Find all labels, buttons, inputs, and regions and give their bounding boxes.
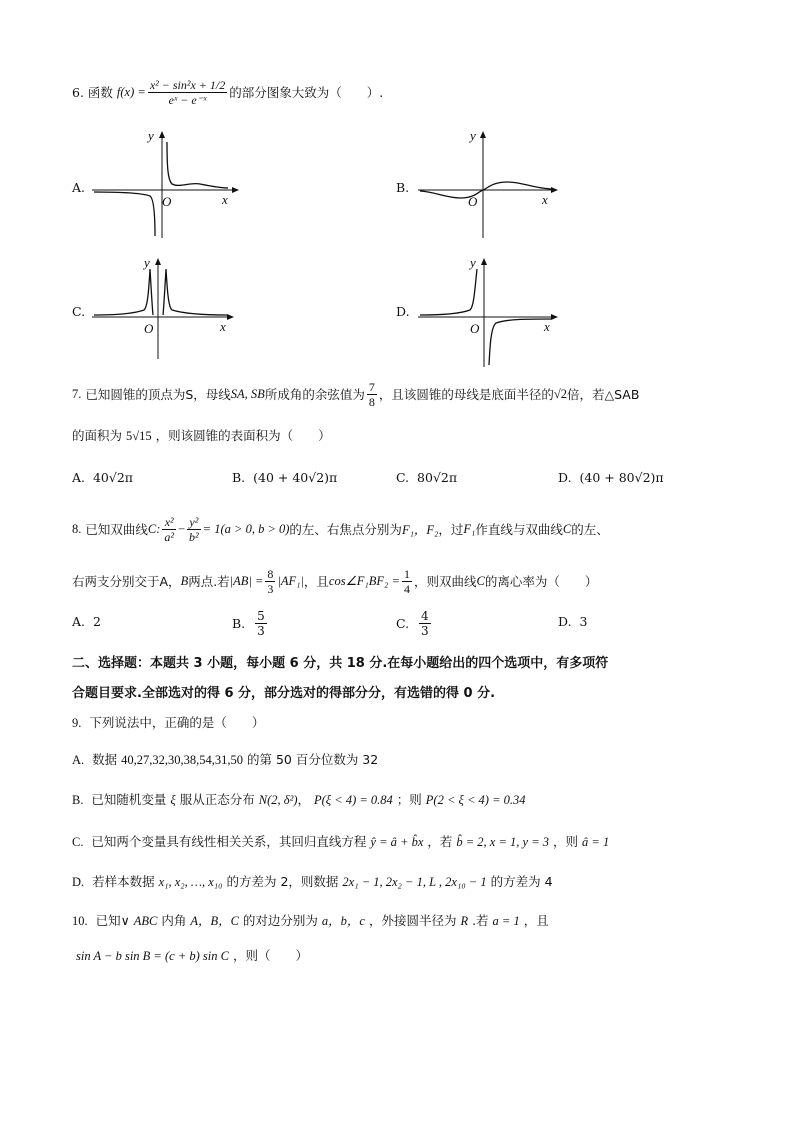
q9-option-d-label: D.: [72, 875, 85, 889]
graph-b-origin-label: O: [468, 194, 478, 209]
q8-line2-b: 两点.若: [188, 574, 230, 589]
q8-line2-c: ，且: [303, 574, 329, 589]
q7-line2-b: ，则该圆锥的表面积为（ ）: [155, 428, 331, 443]
q9-option-b-p1: P(ξ < 4) = 0.84: [313, 793, 393, 807]
graph-c-y-arrow: [155, 258, 161, 265]
q8-option-c-num: 4: [421, 608, 429, 623]
q9-option-a-text2: 的第 50 百分位数为 32: [246, 752, 379, 767]
q8-y-fraction: [187, 515, 201, 544]
q7-area: 5√15: [126, 429, 152, 443]
q8-y-num: y²: [187, 515, 201, 530]
graph-a-y-label: y: [148, 128, 154, 143]
q7-number: 7.: [72, 386, 82, 401]
q8-line1: [72, 508, 609, 550]
q10-line2: [76, 946, 308, 964]
q8-number: 8.: [72, 521, 82, 536]
q8-option-c-label: C.: [396, 615, 410, 631]
q9-option-b-label: B.: [72, 793, 84, 807]
q8-option-a-value: 2: [92, 614, 101, 629]
q10-text4: ，外接圆半径为: [368, 913, 457, 928]
q8-c: C: [562, 521, 572, 536]
q8-option-a: [72, 614, 101, 629]
q8-line2-a: 右两支分别交于A，: [72, 574, 181, 589]
q8-frac-1-4: [402, 567, 412, 596]
q7-option-b-value: (40 + 40√2)π: [253, 470, 338, 485]
q9-option-d-text1: 若样本数据: [92, 874, 155, 889]
q8-cos-expr: cos∠F₁BF₂ =: [328, 574, 400, 588]
q10-text3: 的对边分别为: [242, 913, 318, 928]
q8-x-den: a²: [164, 529, 174, 544]
q8-text5: 的左、: [571, 522, 609, 537]
graph-d-curve-right: [489, 319, 551, 365]
q9-option-c: [72, 832, 609, 850]
graph-a-curve-left: [94, 192, 155, 236]
graph-c-curve-left: [94, 269, 153, 315]
q7-option-b: [232, 470, 337, 485]
q6-option-b-label: B.: [396, 180, 410, 195]
q8-option-c-fraction: [419, 609, 431, 638]
q6-option-a-label: A.: [72, 180, 86, 195]
q8-text2: 的左、右焦点分别为: [289, 522, 402, 537]
q8-option-d-value: 3: [579, 614, 588, 629]
q8-curve: C:: [147, 521, 161, 536]
graph-c-origin-label: O: [144, 321, 154, 336]
q8-option-d: [558, 614, 587, 629]
q7-option-c-label: C.: [396, 470, 410, 485]
q10-text2: 内角: [161, 913, 187, 928]
q8-text1: 已知双曲线: [85, 522, 148, 537]
section2-line1: 二、选择题：本题共 3 小题，每小题 6 分，共 18 分.在每小题给出的四个选项中，有多项符: [72, 656, 609, 671]
q8-frac14-num: 1: [403, 566, 410, 581]
q8-option-b-fraction: [255, 609, 267, 638]
q8-c-2: C: [476, 573, 485, 588]
q10-number: 10.: [72, 914, 88, 928]
graph-b-y-label: y: [470, 128, 476, 143]
q7-text2: 所成角的余弦值为: [264, 387, 365, 402]
q7-cosine-fraction: [367, 380, 377, 409]
q7-frac-den: 8: [368, 394, 375, 409]
q6-func-fraction: [148, 78, 227, 107]
q8-line2-d: ，则双曲线: [413, 574, 477, 589]
q10-text5: .若: [472, 913, 489, 928]
q8-frac-8-3: [265, 567, 275, 596]
q10-text1: 已知∨: [95, 913, 130, 928]
section2-line2: 合题目要求.全部选对的得 6 分，部分选对的得部分分，有选错的得 0 分.: [72, 686, 496, 701]
q7-text1: 已知圆锥的顶点为S，母线: [85, 387, 231, 402]
q8-option-a-label: A.: [72, 614, 86, 629]
q9-option-c-cond: b̂ = 2, x = 1, y = 3: [456, 835, 550, 849]
q8-line2: [72, 562, 597, 600]
q7-sqrt2: √2: [553, 386, 567, 401]
q9-option-b-text3: ；则: [396, 792, 422, 807]
q6-suffix: 的部分图象大致为（ ）.: [229, 85, 384, 100]
q8-option-d-label: D.: [558, 614, 572, 629]
q7-text3: ，且该圆锥的母线是底面半径的: [378, 387, 554, 402]
q8-ab-abs: |AB| =: [229, 573, 264, 588]
q7-option-b-label: B.: [232, 470, 246, 485]
q9-option-c-text3: ，则: [553, 834, 579, 849]
q8-foci: F₁，F₂: [401, 523, 439, 537]
graph-d-curve-left: [420, 269, 477, 315]
q7-line2-a: 的面积为: [72, 428, 123, 443]
q10-text6: ，且: [523, 913, 549, 928]
graph-a-origin-label: O: [162, 194, 172, 209]
q7-sasb: SA, SB: [230, 386, 265, 401]
q7-option-d-label: D.: [558, 470, 572, 485]
graph-c-x-arrow: [227, 314, 234, 320]
graph-b-x-arrow: [551, 187, 558, 193]
q6-graph-a: [92, 128, 242, 240]
graph-a-y-arrow: [159, 131, 165, 138]
q8-frac8-den: 3: [267, 581, 274, 596]
q10-sides: a，b，c: [321, 914, 365, 928]
q9-option-c-label: C.: [72, 835, 84, 849]
q10-cond: a = 1: [492, 914, 520, 928]
q6-prefix: 函数: [87, 85, 113, 100]
q6-func-numerator: x² − sin²x + 1/2: [149, 77, 226, 92]
graph-d-origin-label: O: [470, 321, 480, 336]
q10-abc: ABC: [133, 914, 158, 928]
q8-y-den: b²: [189, 529, 199, 544]
q9-option-a-text1: 数据: [92, 752, 118, 767]
graph-d-x-arrow: [551, 314, 558, 320]
q9-option-d-data2: 2x₁ − 1, 2x₂ − 1, L , 2x₁₀ − 1: [342, 875, 487, 889]
q7-option-c: [396, 470, 457, 485]
q7-option-c-value: 80√2π: [417, 470, 458, 485]
q10-line2-tail: ，则（ ）: [232, 948, 308, 963]
q6-graph-c: [92, 255, 237, 360]
q8-option-b-den: 3: [257, 623, 265, 638]
q9-option-c-res: â = 1: [582, 835, 610, 849]
q8-text3: ，过: [438, 522, 464, 537]
graph-a-x-label: x: [222, 192, 228, 207]
q7-option-d: [558, 470, 664, 485]
q8-af1: |AF₁|: [277, 573, 304, 588]
q7-option-d-value: (40 + 80√2)π: [579, 470, 664, 485]
q9-option-b-text1: 已知随机变量: [91, 792, 167, 807]
q6-number: 6.: [72, 84, 84, 100]
q10-angles: A，B，C: [190, 914, 239, 928]
q9-option-b-text2: 服从正态分布: [179, 792, 255, 807]
q7-option-a-value: 40√2π: [92, 470, 134, 485]
q9-option-b-dist: N(2, δ²): [258, 793, 298, 807]
q7-line2: [72, 426, 331, 444]
q8-f1: F₁: [463, 521, 476, 536]
q7-option-a-label: A.: [72, 470, 86, 485]
q9-number: 9.: [72, 716, 82, 730]
q6-graph-d: [416, 255, 561, 370]
q8-frac8-num: 8: [267, 566, 274, 581]
q6-stem: [72, 70, 383, 114]
q8-option-b-label: B.: [232, 615, 246, 631]
graph-b-y-arrow: [480, 131, 486, 138]
q10-line1: [72, 911, 549, 929]
q9-option-b-p2: P(2 < ξ < 4) = 0.34: [425, 793, 526, 807]
q9-option-d: [72, 872, 553, 890]
q6-option-c-label: C.: [72, 304, 86, 319]
q8-x-num: x²: [162, 515, 176, 530]
q9-stem: [72, 713, 264, 731]
q8-option-c-den: 3: [421, 623, 429, 638]
graph-b-x-label: x: [542, 192, 548, 207]
q8-text4: 作直线与双曲线: [475, 522, 563, 537]
q10-r: R: [460, 914, 469, 928]
q7-frac-num: 7: [368, 379, 375, 394]
graph-c-y-label: y: [144, 255, 150, 270]
q8-line2-e: 的离心率为（ ）: [484, 574, 598, 589]
graph-c-curve-right: [163, 269, 227, 315]
q6-func-denominator: eˣ − e⁻ˣ: [168, 92, 207, 107]
q9-stem-text: 下列说法中，正确的是（ ）: [89, 715, 265, 730]
q8-option-b-num: 5: [257, 608, 265, 623]
q8-minus: −: [177, 521, 186, 536]
graph-a-curve-right: [167, 142, 228, 188]
q9-option-d-text2: 的方差为 2，则数据: [226, 874, 339, 889]
graph-d-y-arrow: [481, 258, 487, 265]
graph-d-x-label: x: [544, 319, 550, 334]
q8-frac14-den: 4: [403, 581, 410, 596]
q9-option-a: [72, 750, 378, 768]
q7-text4: 倍，若△SAB: [566, 387, 640, 402]
q6-func-lhs: f(x) =: [116, 84, 146, 99]
q9-option-c-text1: 已知两个变量具有线性相关关系，其回归直线方程: [91, 834, 367, 849]
q9-option-b: B. 已知随机变量 ξ 服从正态分布 N(2, δ²)， P(ξ < 4) = 0.84 ；则 P(2 < ξ < 4) = 0.34: [72, 792, 526, 807]
q8-option-c: [396, 604, 433, 642]
q8-eq-rest: = 1(a > 0, b > 0): [202, 521, 290, 536]
q10-equation: sin A − b sin B = (c + b) sin C: [76, 949, 229, 963]
graph-a-x-arrow: [232, 187, 239, 193]
q9-option-a-label: A.: [72, 753, 85, 767]
graph-c-x-label: x: [220, 319, 226, 334]
q9-option-c-text2: ，若: [427, 834, 453, 849]
q6-option-d-label: D.: [396, 304, 410, 319]
q9-option-b-xi: ξ: [170, 793, 176, 807]
q9-option-d-text3: 的方差为 4: [490, 874, 553, 889]
graph-d-y-label: y: [470, 255, 476, 270]
q7-line1: [72, 376, 639, 412]
q8-b-point: B: [180, 573, 189, 588]
q9-option-c-eq: ŷ = â + b̂x: [370, 835, 424, 849]
q8-x-fraction: [162, 515, 176, 544]
q9-option-a-data: 40,27,32,30,38,54,31,50: [121, 753, 243, 767]
q7-option-a: [72, 470, 133, 485]
q6-graph-b: [416, 128, 561, 240]
q8-option-b: [232, 604, 269, 642]
q9-option-d-data: x₁, x₂, …, x₁₀: [158, 875, 223, 889]
